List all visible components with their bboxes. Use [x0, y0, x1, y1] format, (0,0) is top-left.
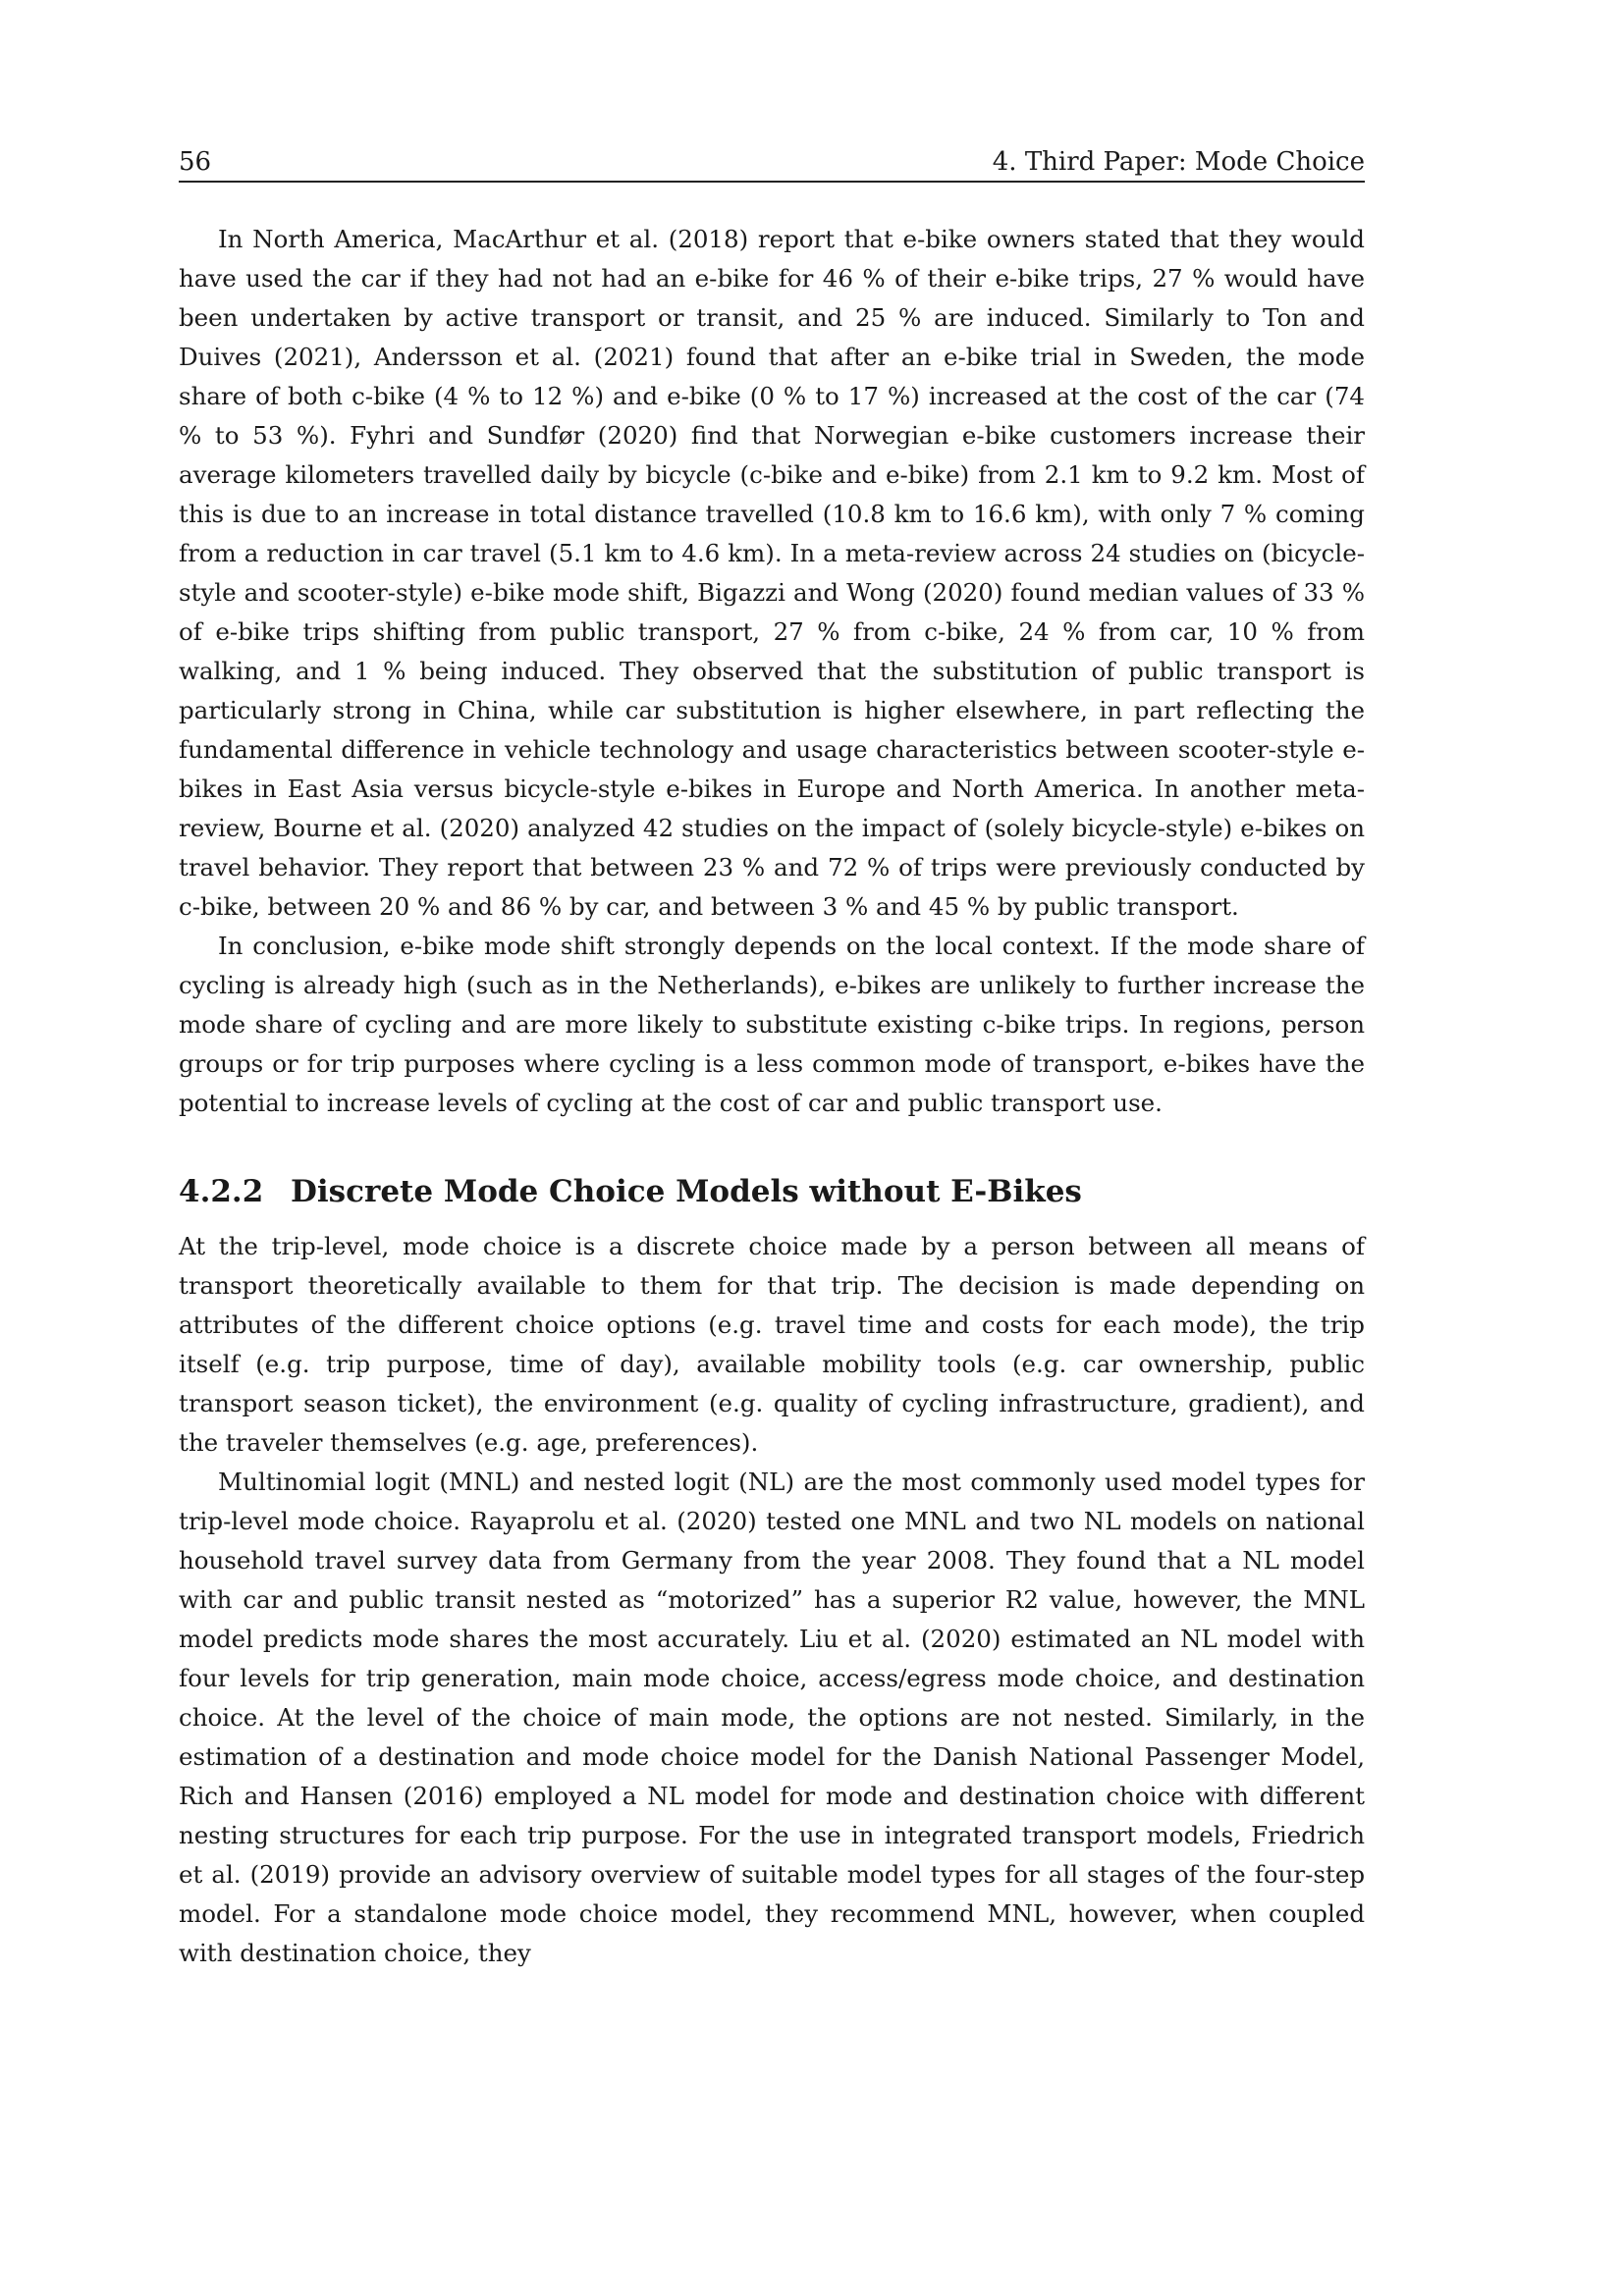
paragraph-mnl-nl: Multinomial logit (MNL) and nested logit (NL) are the most commonly used model types for trip-level mode choice. Rayaprolu et al. (2020) tested one MNL and two NL models on national household travel survey data from Germany from the year 2008. They found that a NL model with car and public transit nested as “motorized” has a superior R2 value, however, the MNL model predicts mode shares the most accurately. Liu et al. (2020) estimated an NL model with four levels for trip generation, main mode choice, access/egress mode choice, and destination choice. At the level of the choice of main mode, the options are not nested. Similarly, in the estimation of a destination and mode choice model for the Danish National Passenger Model, Rich and Hansen (2016) employed a NL model for mode and destination choice with different nesting structures for each trip purpose. For the use in integrated transport models, Friedrich et al. (2019) provide an advisory overview of suitable model types for all stages of the four-step model. For a standalone mode choice model, they recommend MNL, however, when coupled with destination choice, they	[179, 1468, 1365, 1967]
page-number: 56	[179, 147, 212, 177]
section-title: Discrete Mode Choice Models without E-Bikes	[291, 1174, 1082, 1209]
section-number: 4.2.2	[179, 1174, 264, 1209]
running-header	[179, 147, 1365, 183]
section-heading	[179, 1172, 1365, 1211]
paragraph-trip-level: At the trip-level, mode choice is a discrete choice made by a person between all means of transport theoretically available to them for that trip. The decision is made depending on attributes of the different choice options (e.g. travel time and costs for each mode), the trip itself (e.g. trip purpose, time of day), available mobility tools (e.g. car ownership, public transport season ticket), the environment (e.g. quality of cycling infrastructure, gradient), and the traveler themselves (e.g. age, preferences).	[179, 1232, 1365, 1457]
chapter-title: 4. Third Paper: Mode Choice	[992, 147, 1365, 177]
body-text	[179, 220, 1365, 1973]
document-page	[179, 147, 1365, 1973]
paragraph-conclusion: In conclusion, e-bike mode shift strongly depends on the local context. If the mode share of cycling is already high (such as in the Netherlands), e-bikes are unlikely to further increase the mode share of cycling and are more likely to substitute existing c-bike trips. In regions, person groups or for trip purposes where cycling is a less common mode of transport, e-bikes have the potential to increase levels of cycling at the cost of car and public transport use.	[179, 932, 1365, 1117]
paragraph-north-america: In North America, MacArthur et al. (2018) report that e-bike owners stated that they would have used the car if they had not had an e-bike for 46 % of their e-bike trips, 27 % would have been undertaken by active transport or transit, and 25 % are induced. Similarly to Ton and Duives (2021), Andersson et al. (2021) found that after an e-bike trial in Sweden, the mode share of both c-bike (4 % to 12 %) and e-bike (0 % to 17 %) increased at the cost of the car (74 % to 53 %). Fyhri and Sundfør (2020) find that Norwegian e-bike customers increase their average kilometers travelled daily by bicycle (c-bike and e-bike) from 2.1 km to 9.2 km. Most of this is due to an increase in total distance travelled (10.8 km to 16.6 km), with only 7 % coming from a reduction in car travel (5.1 km to 4.6 km). In a meta-review across 24 studies on (bicycle-style and scooter-style) e-bike mode shift, Bigazzi and Wong (2020) found median values of 33 % of e-bike trips shifting from public transport, 27 % from c-bike, 24 % from car, 10 % from walking, and 1 % being induced. They observed that the substitution of public transport is particularly strong in China, while car substitution is higher elsewhere, in part reflecting the fundamental difference in vehicle technology and usage characteristics between scooter-style e-bikes in East Asia versus bicycle-style e-bikes in Europe and North America. In another meta-review, Bourne et al. (2020) analyzed 42 studies on the impact of (solely bicycle-style) e-bikes on travel behavior. They report that between 23 % and 72 % of trips were previously conducted by c-bike, between 20 % and 86 % by car, and between 3 % and 45 % by public transport.	[179, 225, 1365, 921]
